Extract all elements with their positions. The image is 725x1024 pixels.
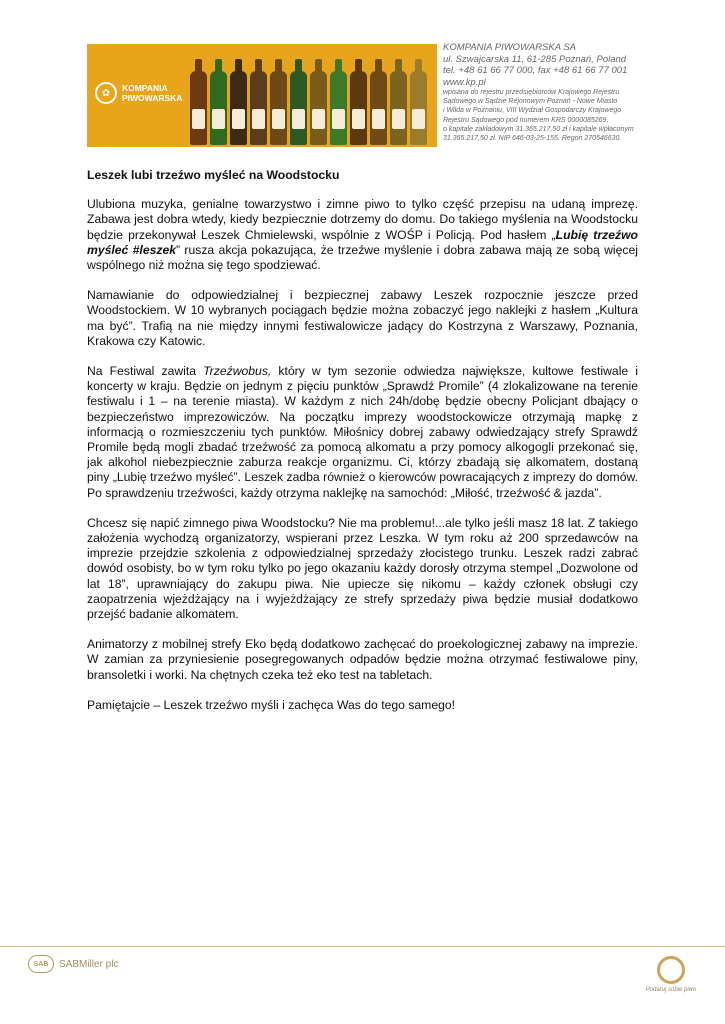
paragraph-trains: Namawianie do odpowiedzialnej i bezpiecznej zabawy Leszek rozpocznie jeszcze przed Woodstockiem. W 10 wybranych pociągach będzie można zobaczyć jego naklejki z hasłem „Kultura ma być”. Trafią na nie między innymi festiwalowicze jadący do Kostrzyna z Warszawy, Poznania, Krakowa czy Katowic. — [87, 288, 638, 348]
bottle-label — [292, 109, 305, 129]
registry-line: wpisana do rejestru przedsiębiorców Krajowego Rejestru — [443, 89, 620, 96]
beer-bottle — [310, 71, 327, 145]
ring-icon — [657, 956, 685, 984]
bottle-label — [192, 109, 205, 129]
company-web: www.kp.pl — [443, 76, 486, 88]
sabmiller-text: SABMiller plc — [59, 958, 119, 970]
hop-icon: ✿ — [95, 82, 117, 104]
logo-text-line2: PIWOWARSKA — [122, 93, 183, 103]
bottle-label — [372, 109, 385, 129]
bottle-label — [252, 109, 265, 129]
beer-bottle — [250, 71, 267, 145]
sab-badge-icon: SAB — [28, 955, 54, 973]
paragraph-intro: Ulubiona muzyka, genialne towarzystwo i zimne piwo to tylko część przepisu na udaną imprezę. Zabawa jest dobra wtedy, kiedy bezpiecznie dotrzemy do domu. Do takiego myślenia na Woodstocku będzie przekonywał Leszek Chmielewski, wspólnie z WOŚP i Policją. Pod hasłem „Lubię trzeźwo myśleć #leszek” rusza akcja pokazująca, że trzeźwe myślenie i dobra zabawa mają ze sobą więcej wspólnego niż można się tego spodziewać. — [87, 197, 638, 273]
company-address: ul. Szwajcarska 11, 61-285 Poznań, Poland — [443, 53, 627, 65]
registry-line: o kapitale zakładowym 31.365.217,50 zł i kapitale wpłaconym — [443, 125, 634, 133]
beer-bottle — [190, 71, 207, 145]
beer-bottle — [330, 71, 347, 145]
bottle-label — [232, 109, 245, 129]
beer-bottle — [290, 71, 307, 145]
header-banner — [87, 44, 437, 147]
beer-bottle — [270, 71, 287, 145]
company-name: KOMPANIA PIWOWARSKA SA — [443, 42, 577, 53]
article-body — [87, 168, 638, 728]
beer-bottle — [390, 71, 407, 145]
registry-line: 31.365.217,50 zł. NIP 646-03-25-155. Regon 270546630. — [443, 135, 622, 143]
registry-line: Rejestru Sądowego pod numerem KRS 0000085269, — [443, 116, 609, 124]
trzezwobus-name: Trzeźwobus, — [203, 364, 272, 379]
paragraph-beer-sales: Chcesz się napić zimnego piwa Woodstocku? Nie ma problemu!...ale tylko jeśli masz 18 lat. Z takiego założenia wychodzą organizatorzy, wspierani przez Leszka. W tym roku aż 200 sprzedawców na imprezie przejdzie szkolenia z odpowiedzialnej sprzedaży złocistego trunku. Leszek radzi zabrać dowód osobisty, bo w tym roku tylko po jego okazaniu każdy dorosły otrzyma stempel „Dozwolone od lat 18”, uprawniający do zakupu piwa. Nie upiecze się nikomu – każdy członek obsługi czy zaopatrzenia wjeżdżający na i wyjeżdżający ze strefy sprzedaży piwa będzie musiał dodatkowo przejść badanie alkomatem. — [87, 515, 638, 622]
beer-bottle — [210, 71, 227, 145]
paragraph-closing: Pamiętajcie – Leszek trzeźwo myśli i zachęca Was do tego samego! — [87, 697, 456, 712]
bottle-label — [412, 109, 425, 129]
bottle-label — [272, 109, 285, 129]
footer-divider — [0, 946, 725, 947]
paragraph-trzezwobus: Na Festiwal zawita Trzeźwobus, który w tym sezonie odwiedza największe, kultowe festiwale i koncerty w kraju. Będzie on jednym z pięciu punktów „Sprawdź Promile” (4 zlokalizowane na terenie festiwalu i 1 – na terenie miasta). W każdym z nich 24h/dobę będzie obecny Policjant dbający o bezpieczeństwo imprezowiczów. Na początku imprezy woodstockowicze otrzymają mapkę z informacją o rozmieszczeniu tych punktów. Miłośnicy dobrej zabawy odwiedzający strefy Sprawdź Promile będą mogli zbadać trzeźwość za pomocą alkomatu a przy pomocy alkogogli przekonać się, jak alkohol niebezpiecznie zaburza reakcje organizmu. Ci, którzy zbadają się alkomatem, dostaną piny „Lubię trzeźwo myśleć”. Leszek zadba również o kierowców powracających z imprezy do domów. Po sprawdzeniu trzeźwości, każdy otrzyma naklejkę na samochód: „Miłość, trzeźwość & jazda”. — [87, 364, 638, 500]
campaign-slogan: Lubię trzeźwo myśleć #leszek — [87, 227, 638, 257]
sabmiller-logo — [28, 955, 118, 973]
beer-bottle — [230, 71, 247, 145]
bottle-label — [212, 109, 225, 129]
bottle-label — [332, 109, 345, 129]
registry-line: i Wilda w Poznaniu, VIII Wydział Gospodarczy Krajowego — [443, 107, 622, 115]
logo-text-line1: KOMPANIA — [122, 83, 168, 93]
registry-line: Sądowego w Sądzie Rejonowym Poznań - Nowe Miasto — [443, 98, 618, 106]
company-phone: tel. +48 61 66 77 000, fax +48 61 66 77 001 — [443, 65, 628, 76]
beer-bottle — [350, 71, 367, 145]
beer-bottle — [370, 71, 387, 145]
bottle-label — [312, 109, 325, 129]
beer-bottles-lineup — [190, 71, 430, 145]
bottle-label — [392, 109, 405, 129]
brand-tagline: Podaruj sobie piwo — [645, 987, 697, 993]
company-info — [443, 42, 673, 143]
beer-bottle — [410, 71, 427, 145]
bottle-label — [352, 109, 365, 129]
paragraph-eco-zone: Animatorzy z mobilnej strefy Eko będą dodatkowo zachęcać do proekologicznej zabawy na imprezie. W zamian za przyniesienie posegregowanych odpadów będzie można otrzymać festiwalowe piny, bransoletki i worki. Na chętnych czeka też eko test na tabletach. — [87, 637, 638, 682]
kompania-piwowarska-logo — [95, 82, 182, 104]
article-title: Leszek lubi trzeźwo myśleć na Woodstocku — [87, 168, 340, 182]
brand-mark — [641, 956, 701, 993]
